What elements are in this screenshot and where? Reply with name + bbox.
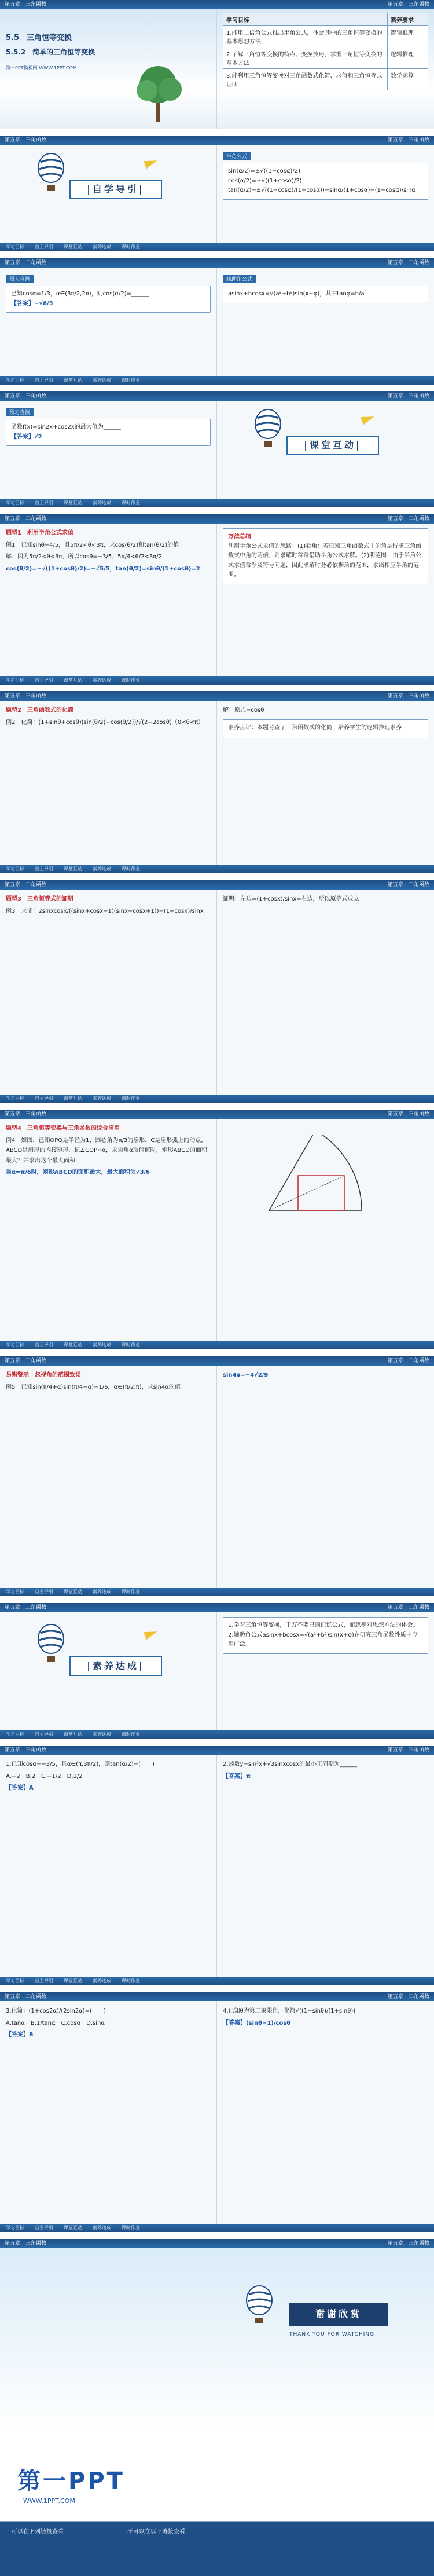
footer-item[interactable]: 学习目标 bbox=[6, 378, 24, 383]
aux-angle-box bbox=[223, 286, 428, 303]
slide-thanks bbox=[0, 2239, 434, 2436]
footer-item[interactable]: 课时作业 bbox=[122, 244, 140, 250]
chapter-title: 第五章 三角函数 bbox=[5, 2241, 47, 2246]
balloon-icon bbox=[243, 2285, 275, 2326]
slide-footer bbox=[0, 376, 434, 385]
topic1-example: 例1 已知sinθ=4/5，且5π/2<θ<3π，求cos(θ/2)和tan(θ/2)的值 bbox=[6, 541, 179, 548]
slide-header bbox=[0, 258, 434, 268]
slide-footer bbox=[0, 865, 434, 873]
topic3-solution: 证明：左边=(1+cosx)/sinx=右边，所以原等式成立 bbox=[223, 896, 359, 902]
aux-angle-tag: 辅助角公式 bbox=[223, 275, 256, 283]
slide-footer bbox=[0, 243, 434, 251]
chapter-right: 第五章 三角函数 bbox=[387, 2241, 429, 2246]
topic3-example: 例3 求证：2sinxcosx/((sinx+cosx−1)(sinx−cosx+1))=(1+cosx)/sinx bbox=[6, 908, 204, 914]
slide-footer bbox=[0, 1588, 434, 1596]
chapter-title: 第五章 三角函数 bbox=[5, 1994, 47, 2000]
slide-footer bbox=[0, 1730, 434, 1739]
topic2-core: 素养点评：本题考查了三角函数式的化简，培养学生的逻辑推理素养 bbox=[228, 724, 402, 731]
option-a[interactable]: A.−2 bbox=[6, 1773, 20, 1780]
practice2-tag: 预习自测 bbox=[6, 408, 34, 416]
chapter-right: 第五章 三角函数 bbox=[387, 882, 429, 888]
slide-practice bbox=[0, 258, 434, 388]
method1-box bbox=[223, 528, 428, 584]
footer-item[interactable]: 课堂互动 bbox=[64, 1589, 82, 1594]
drill-q3-answer: 【答案】B bbox=[6, 2032, 34, 2038]
summary-box bbox=[223, 1617, 428, 1654]
half-angle-sin: sin(α/2)=±√((1−cosα)/2) bbox=[228, 168, 301, 174]
option-b[interactable]: B.1/tanα bbox=[30, 2019, 56, 2026]
topic4-title: 题型4 三角恒等变换与三角函数的综合应用 bbox=[6, 1125, 120, 1132]
paper-plane-icon bbox=[361, 413, 375, 425]
footer-item[interactable]: 学习目标 bbox=[6, 866, 24, 872]
thanks-banner: 谢谢欣赏 bbox=[289, 2303, 388, 2326]
topic2-title: 题型2 三角函数式的化简 bbox=[6, 707, 73, 713]
drill-q1: 1.已知cosα=−3/5，且α∈(π,3π/2)，则tan(α/2)=( ) bbox=[6, 1761, 155, 1768]
footer-item[interactable]: 学习目标 bbox=[6, 1589, 24, 1594]
chapter-right: 第五章 三角函数 bbox=[387, 393, 429, 399]
footer-item[interactable]: 自主导引 bbox=[35, 500, 53, 506]
core-3: 数学运算 bbox=[388, 69, 428, 90]
section-title: 5.5 三角恒等变换 bbox=[6, 34, 72, 42]
half-angle-box bbox=[223, 163, 428, 200]
slide-header bbox=[0, 1603, 434, 1612]
footer-item[interactable]: 自主导引 bbox=[35, 1732, 53, 1737]
drill-q2-answer: 【答案】π bbox=[223, 1773, 251, 1780]
slide-suyang bbox=[0, 1603, 434, 1742]
drill-q4: 4.已知θ为第二象限角，化简√((1−sinθ)/(1+sinθ)) bbox=[223, 2008, 356, 2014]
footer-item[interactable]: 素养达成 bbox=[93, 2225, 111, 2230]
slide-topic5 bbox=[0, 1356, 434, 1600]
paper-plane-icon bbox=[144, 1628, 158, 1640]
slide-header bbox=[0, 880, 434, 890]
slide-header bbox=[0, 1110, 434, 1119]
aux-angle-text: asinx+bcosx=√(a²+b²)sin(x+φ)，其中tanφ=b/a bbox=[228, 291, 365, 297]
slide-cover bbox=[0, 0, 434, 132]
footer-item[interactable]: 素养达成 bbox=[93, 1978, 111, 1984]
summary-text: 1.学习三角恒等变换，千万不要只顾记忆公式，而忽视对思想方法的体会。2.辅助角公式asinx+bcosx=√(a²+b²)sin(x+φ)在研究三角函数性质中应用广泛。 bbox=[228, 1622, 419, 1648]
slide-header bbox=[0, 1356, 434, 1366]
footer-item[interactable]: 素养达成 bbox=[93, 378, 111, 383]
footer-item[interactable]: 学习目标 bbox=[6, 500, 24, 506]
slide-footer bbox=[0, 1095, 434, 1103]
footer-item[interactable]: 素养达成 bbox=[93, 500, 111, 506]
chapter-right: 第五章 三角函数 bbox=[387, 693, 429, 699]
zizhu-banner: |自学导引| bbox=[69, 180, 162, 199]
topic4-answer: 当α=π/6时，矩形ABCD的面积最大，最大面积为√3/6 bbox=[6, 1169, 150, 1176]
brand-right-caption: 不可以在以下链接查看 bbox=[127, 2529, 185, 2535]
source-text: 第一PPT模板网-WWW.1PPT.COM bbox=[6, 65, 77, 71]
topic1-title: 题型1 利用半角公式求值 bbox=[6, 530, 73, 536]
footer-item[interactable]: 自主导引 bbox=[35, 678, 53, 683]
footer-item[interactable]: 自主导引 bbox=[35, 1978, 53, 1984]
chapter-title: 第五章 三角函数 bbox=[5, 137, 47, 143]
slide-header bbox=[0, 0, 434, 9]
footer-item[interactable]: 自主导引 bbox=[35, 1342, 53, 1348]
slide-header bbox=[0, 1992, 434, 2001]
chapter-right: 第五章 三角函数 bbox=[387, 1111, 429, 1117]
option-d[interactable]: D.1/2 bbox=[67, 1773, 83, 1780]
chapter-right: 第五章 三角函数 bbox=[387, 516, 429, 522]
drill-q1-answer: 【答案】A bbox=[6, 1785, 34, 1791]
topic2-solution: 解：原式=cosθ bbox=[223, 707, 264, 713]
chapter-title: 第五章 三角函数 bbox=[5, 393, 47, 399]
option-c[interactable]: C.−1/2 bbox=[41, 1773, 61, 1780]
slide-header bbox=[0, 514, 434, 524]
slide-footer bbox=[0, 499, 434, 507]
chapter-right: 第五章 三角函数 bbox=[387, 1994, 429, 2000]
objectives-table bbox=[223, 13, 428, 90]
footer-item[interactable]: 课时作业 bbox=[122, 2225, 140, 2230]
chapter-right: 第五章 三角函数 bbox=[387, 1605, 429, 1611]
chapter-right: 第五章 三角函数 bbox=[387, 260, 429, 266]
footer-item[interactable]: 课时作业 bbox=[122, 1589, 140, 1594]
slide-drill-b bbox=[0, 1992, 434, 2235]
sector-figure bbox=[258, 1135, 373, 1222]
footer-item[interactable]: 课堂互动 bbox=[64, 2225, 82, 2230]
goal-3: 3.能利用三角恒等变换对三角函数式化简、求值和三角恒等式证明 bbox=[223, 69, 388, 90]
practice2-question: 函数f(x)=sin2x+cos2x的最大值为______ bbox=[11, 424, 121, 430]
slide-footer bbox=[0, 676, 434, 685]
option-d[interactable]: D.sinα bbox=[86, 2019, 105, 2026]
chapter-title: 第五章 三角函数 bbox=[5, 2, 47, 8]
brand-url[interactable]: WWW.1PPT.COM bbox=[23, 2497, 75, 2505]
footer-item[interactable]: 课堂互动 bbox=[64, 378, 82, 383]
footer-item[interactable]: 课堂互动 bbox=[64, 244, 82, 250]
slide-topic3 bbox=[0, 880, 434, 1106]
paper-plane-icon bbox=[144, 157, 158, 169]
practice1-box bbox=[6, 286, 211, 313]
option-b[interactable]: B.2 bbox=[25, 1773, 35, 1780]
half-angle-tan: tan(α/2)=±√((1−cosα)/(1+cosα))=sinα/(1+cosα)=(1−cosα)/sinα bbox=[228, 187, 415, 193]
footer-item[interactable]: 素养达成 bbox=[93, 1342, 111, 1348]
footer-item[interactable]: 自主导引 bbox=[35, 2225, 53, 2230]
chapter-title: 第五章 三角函数 bbox=[5, 882, 47, 888]
footer-item[interactable]: 学习目标 bbox=[6, 244, 24, 250]
footer-item[interactable]: 课堂互动 bbox=[64, 1096, 82, 1101]
footer-item[interactable]: 自主导引 bbox=[35, 1589, 53, 1594]
footer-item[interactable]: 自主导引 bbox=[35, 244, 53, 250]
slide-drill-a bbox=[0, 1746, 434, 1989]
footer-item[interactable]: 课堂互动 bbox=[64, 866, 82, 872]
topic3-title: 题型3 三角恒等式的证明 bbox=[6, 896, 73, 902]
balloon-icon bbox=[35, 1624, 67, 1664]
brand-logo: 第一PPT bbox=[17, 2468, 125, 2494]
slide-zizhu bbox=[0, 136, 434, 255]
footer-item[interactable]: 课时作业 bbox=[122, 866, 140, 872]
chapter-right: 第五章 三角函数 bbox=[387, 2, 429, 8]
footer-item[interactable]: 学习目标 bbox=[6, 1096, 24, 1101]
goals-header: 学习目标 bbox=[223, 13, 388, 26]
option-a[interactable]: A.tanα bbox=[6, 2019, 25, 2026]
core-2: 逻辑推理 bbox=[388, 47, 428, 69]
chapter-title: 第五章 三角函数 bbox=[5, 1111, 47, 1117]
slide-topic1 bbox=[0, 514, 434, 688]
slide-topic2 bbox=[0, 691, 434, 877]
footer-item[interactable]: 学习目标 bbox=[6, 1978, 24, 1984]
chapter-title: 第五章 三角函数 bbox=[5, 1747, 47, 1753]
balloon-icon bbox=[35, 153, 67, 193]
drill-q4-answer: 【答案】(sinθ−1)/cosθ bbox=[223, 2019, 291, 2026]
topic5-answer: sin4α=−4√2/9 bbox=[223, 1372, 269, 1378]
slide-header bbox=[0, 1746, 434, 1755]
slide-header bbox=[0, 136, 434, 145]
practice2-box bbox=[6, 419, 211, 446]
slide-header bbox=[0, 2239, 434, 2248]
core-1: 逻辑推理 bbox=[388, 26, 428, 47]
goal-1: 1.能用二倍角公式推出半角公式，体会其中的三角恒等变换的基本思想方法 bbox=[223, 26, 388, 47]
chapter-right: 第五章 三角函数 bbox=[387, 137, 429, 143]
footer-item[interactable]: 素养达成 bbox=[93, 866, 111, 872]
chapter-right: 第五章 三角函数 bbox=[387, 1358, 429, 1364]
slide-footer bbox=[0, 2224, 434, 2232]
subsection-title: 5.5.2 简单的三角恒等变换 bbox=[6, 48, 95, 56]
footer-item[interactable]: 自主导引 bbox=[35, 378, 53, 383]
brand-left-caption: 可以在下列链接查看 bbox=[12, 2529, 64, 2535]
practice1-question: 已知cosα=1/3，α∈(3π/2,2π)，则cos(α/2)=______ bbox=[11, 291, 149, 297]
slide-ketang bbox=[0, 391, 434, 511]
practice2-answer: 【答案】√2 bbox=[11, 433, 42, 440]
footer-item[interactable]: 课时作业 bbox=[122, 500, 140, 506]
footer-item[interactable]: 素养达成 bbox=[93, 244, 111, 250]
drill-q2: 2.函数y=sin²x+√3sinxcosx的最小正周期为______ bbox=[223, 1761, 358, 1768]
topic1-solution: 解：因为5π/2<θ<3π，所以cosθ=−3/5，5π/4<θ/2<3π/2 bbox=[6, 554, 163, 560]
footer-item[interactable]: 课堂互动 bbox=[64, 1978, 82, 1984]
ketang-banner: |课堂互动| bbox=[286, 436, 379, 455]
chapter-title: 第五章 三角函数 bbox=[5, 516, 47, 522]
method1-title: 方法总结 bbox=[228, 533, 251, 540]
slide-topic4 bbox=[0, 1110, 434, 1353]
footer-item[interactable]: 课时作业 bbox=[122, 378, 140, 383]
footer-item[interactable]: 课堂互动 bbox=[64, 1732, 82, 1737]
slide-footer bbox=[0, 1341, 434, 1349]
practice1-answer: 【答案】−√6/3 bbox=[11, 300, 53, 307]
footer-item[interactable]: 素养达成 bbox=[93, 1589, 111, 1594]
topic5-example: 例5 已知sin(π/4+α)sin(π/4−α)=1/6，α∈(π/2,π)，求sin4α的值 bbox=[6, 1384, 181, 1391]
footer-item[interactable]: 素养达成 bbox=[93, 678, 111, 683]
slide-footer bbox=[0, 1977, 434, 1985]
footer-item[interactable]: 素养达成 bbox=[93, 1096, 111, 1101]
chapter-title: 第五章 三角函数 bbox=[5, 693, 47, 699]
slide-header bbox=[0, 391, 434, 401]
footer-item[interactable]: 课堂互动 bbox=[64, 500, 82, 506]
chapter-title: 第五章 三角函数 bbox=[5, 260, 47, 266]
topic2-example: 例2 化简：(1+sinθ+cosθ)(sin(θ/2)−cos(θ/2))/√(2+2cosθ)（0<θ<π） bbox=[6, 719, 204, 726]
slide-header bbox=[0, 691, 434, 701]
topic4-example: 例4 如图，已知OPQ是半径为1，圆心角为π/3的扇形，C是扇形弧上的动点，ABCD是扇形的内接矩形，记∠COP=α，求当角α取何值时，矩形ABCD的面积最大？并求出这个最大面积 bbox=[6, 1137, 207, 1164]
footer-item[interactable]: 自主导引 bbox=[35, 866, 53, 872]
slide-brand bbox=[0, 2439, 434, 2576]
drill-q3: 3.化简：(1+cos2α)/(2sin2α)=( ) bbox=[6, 2008, 106, 2014]
balloon-icon bbox=[252, 409, 284, 449]
chapter-right: 第五章 三角函数 bbox=[387, 1747, 429, 1753]
half-angle-cos: cos(α/2)=±√((1+cosα)/2) bbox=[228, 177, 302, 184]
option-c[interactable]: C.cosα bbox=[61, 2019, 81, 2026]
footer-item[interactable]: 课时作业 bbox=[122, 1096, 140, 1101]
footer-item[interactable]: 自主导引 bbox=[35, 1096, 53, 1101]
footer-item[interactable]: 课时作业 bbox=[122, 1732, 140, 1737]
core-header: 素养要求 bbox=[388, 13, 428, 26]
drill-q3-options bbox=[6, 2018, 211, 2029]
footer-item[interactable]: 学习目标 bbox=[6, 1732, 24, 1737]
footer-item[interactable]: 学习目标 bbox=[6, 678, 24, 683]
footer-item[interactable]: 素养达成 bbox=[93, 1732, 111, 1737]
footer-item[interactable]: 课时作业 bbox=[122, 1342, 140, 1348]
footer-item[interactable]: 学习目标 bbox=[6, 1342, 24, 1348]
footer-item[interactable]: 课堂互动 bbox=[64, 678, 82, 683]
drill-q1-options bbox=[6, 1772, 211, 1782]
footer-item[interactable]: 学习目标 bbox=[6, 2225, 24, 2230]
suyang-banner: |素养达成| bbox=[69, 1656, 162, 1676]
topic5-title: 易错警示 忽视角的范围致误 bbox=[6, 1372, 81, 1378]
footer-item[interactable]: 课时作业 bbox=[122, 678, 140, 683]
footer-item[interactable]: 课堂互动 bbox=[64, 1342, 82, 1348]
thanks-subtitle: THANK YOU FOR WATCHING bbox=[289, 2332, 375, 2337]
footer-item[interactable]: 课时作业 bbox=[122, 1978, 140, 1984]
practice1-tag: 预习自测 bbox=[6, 275, 34, 283]
tree-illustration bbox=[124, 61, 193, 125]
chapter-title: 第五章 三角函数 bbox=[5, 1358, 47, 1364]
goal-2: 2.了解三角恒等变换的特点、变换技巧，掌握三角恒等变换的基本方法 bbox=[223, 47, 388, 69]
half-angle-tag: 半角公式 bbox=[223, 152, 251, 160]
method1-text: 利用半角公式求值的思路：(1)看角：若已知三角函数式中的角是待求三角函数式中角的两倍，则求解时常常借助半角公式求解。(2)明范围：由于半角公式求值常涉及符号问题，因此求解时务必依据角的范围，求出相应半角的范围。 bbox=[228, 543, 422, 578]
chapter-title: 第五章 三角函数 bbox=[5, 1605, 47, 1611]
topic1-answer: cos(θ/2)=−√((1+cosθ)/2)=−√5/5，tan(θ/2)=sinθ/(1+cosθ)=2 bbox=[6, 565, 200, 572]
topic2-core-box bbox=[223, 719, 428, 739]
